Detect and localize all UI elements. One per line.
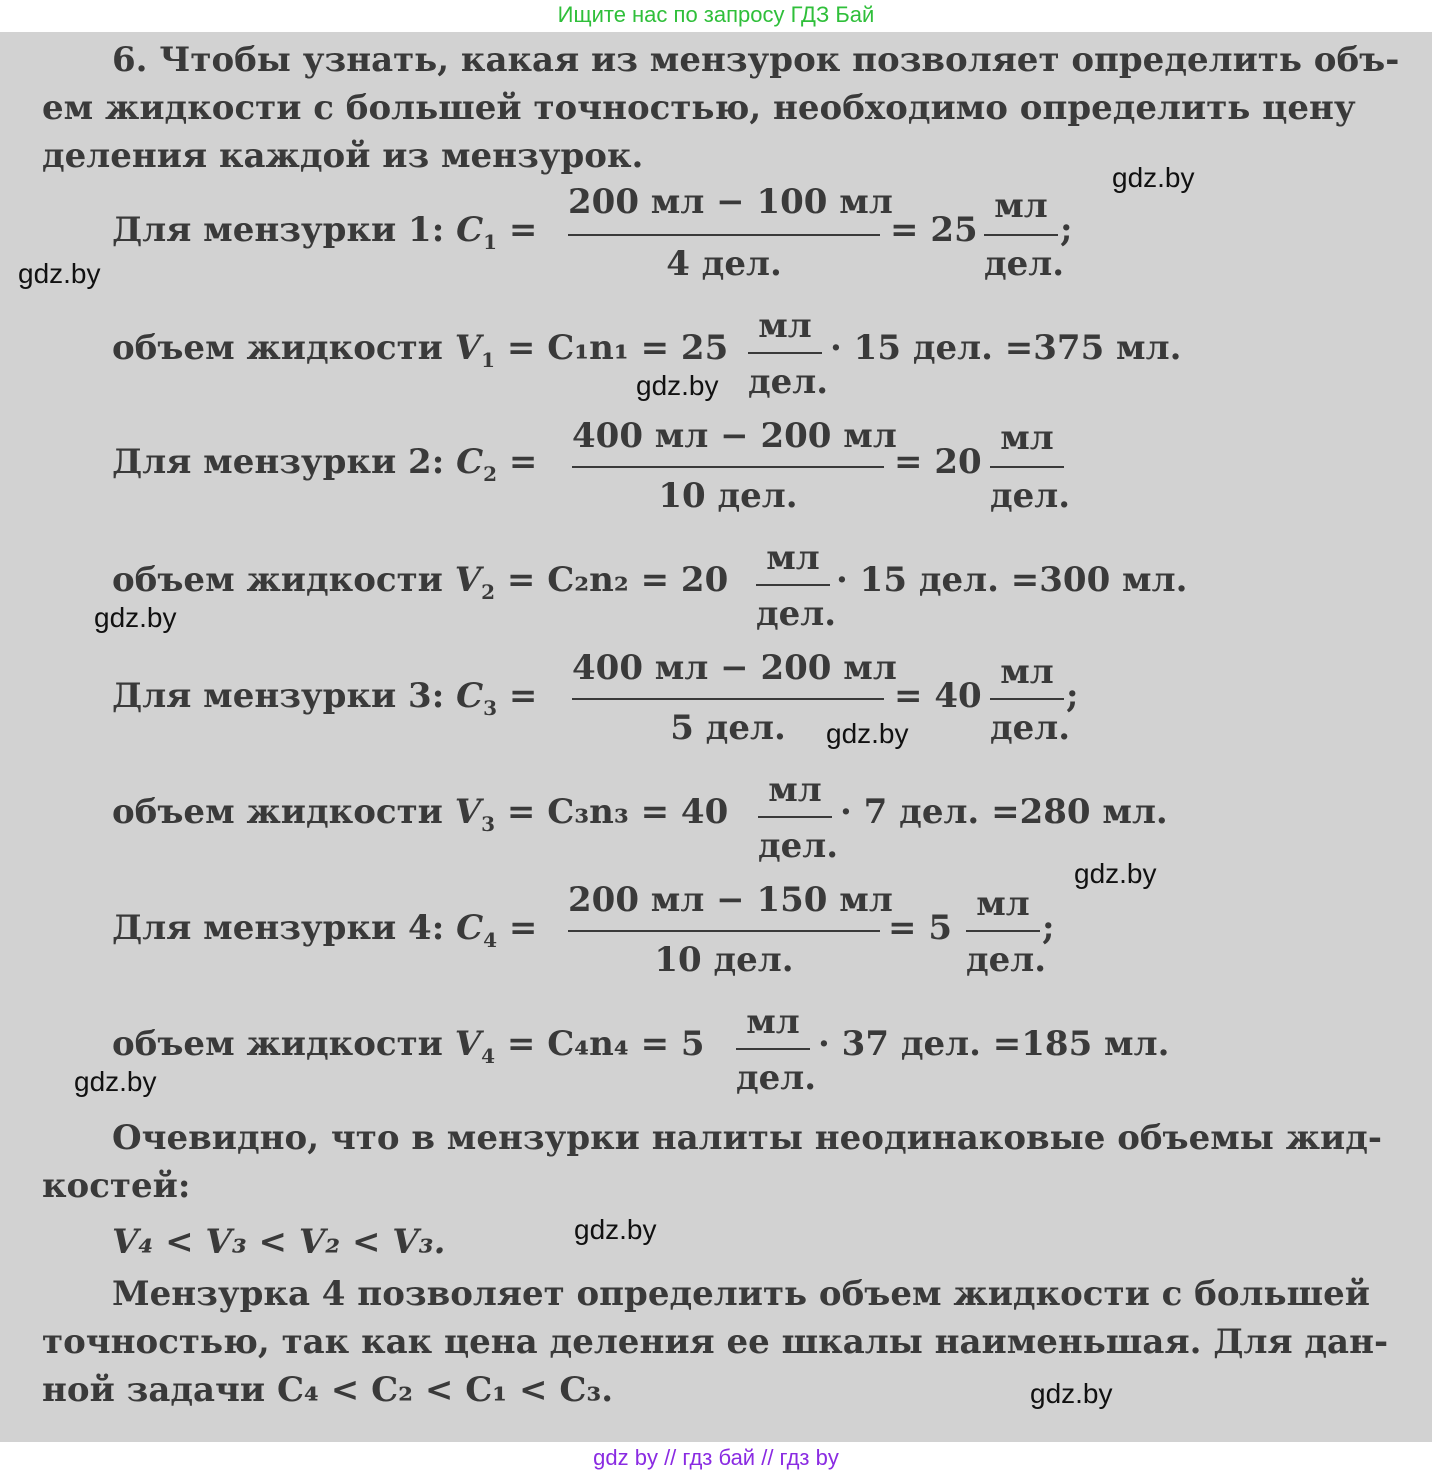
m4-volume: объем жидкости $V_4 = C_4n_4 = 5$ [112, 1024, 705, 1068]
m3-vol-unit-den: дел. [758, 826, 839, 866]
m2-volume: объем жидкости $V_2 = C_2n_2 = 20$ [112, 560, 729, 604]
m2-denominator: 10 дел. [658, 476, 798, 516]
m1-vol-unit-bar [748, 352, 822, 354]
m2-result: = 20 [894, 442, 982, 482]
m3-vol-unit-num: мл [768, 770, 822, 810]
watermark: gdz.by [18, 258, 101, 289]
top-banner[interactable]: Ищите нас по запросу ГДЗ Бай [557, 2, 875, 27]
m1-unit-den: дел. [984, 244, 1065, 284]
intro-line-3: деления каждой из мензурок. [42, 136, 644, 176]
watermark: gdz.by [94, 602, 177, 633]
m3-unit-bar [990, 698, 1064, 700]
m1-label: Для мензурки 1: $C_1$ = [112, 210, 538, 254]
watermark: gdz.by [1074, 858, 1157, 889]
m4-unit-bar [966, 930, 1040, 932]
m1-vol-unit-den: дел. [748, 362, 829, 402]
m4-result: = 5 [888, 908, 952, 948]
m2-label: Для мензурки 2: $C_2$ = [112, 442, 538, 486]
m4-vol-unit-num: мл [746, 1002, 800, 1042]
m3-volume: объем жидкости $V_3 = C_3n_3 = 40$ [112, 792, 729, 836]
m1-fraction-bar [568, 234, 880, 236]
m2-unit-num: мл [1000, 418, 1054, 458]
conclusion-line-3: Мензурка 4 позволяет определить объем жидкости с большей [112, 1274, 1370, 1314]
m1-unit-num: мл [994, 186, 1048, 226]
m3-denominator: 5 дел. [670, 708, 786, 748]
m4-fraction-bar [568, 930, 880, 932]
watermark: gdz.by [826, 718, 909, 749]
watermark: gdz.by [636, 370, 719, 401]
m3-unit-den: дел. [990, 708, 1071, 748]
m1-volume: объем жидкости $V_1 = C_1n_1 = 25$ [112, 328, 729, 372]
intro-line-2: ем жидкости с большей точностью, необходимо определить цену [42, 88, 1356, 128]
conclusion-paragraph-1 [42, 1114, 1402, 1210]
m1-unit-bar [984, 234, 1058, 236]
m3-vol-tail: · 7 дел. =280 мл. [840, 792, 1168, 832]
m3-unit-num: мл [1000, 652, 1054, 692]
m1-tail: ; [1060, 210, 1073, 250]
m2-vol-unit-bar [756, 584, 830, 586]
m3-tail: ; [1066, 676, 1079, 716]
intro-line-1: Чтобы узнать, какая из мензурок позволяет определить объ- [147, 40, 1400, 80]
bottom-banner[interactable]: gdz by // гдз бай // гдз by [593, 1445, 839, 1470]
volume-inequality: V₄ < V₃ < V₂ < V₃. [112, 1222, 446, 1262]
intro-paragraph [42, 36, 1402, 180]
conclusion-line-1: Очевидно, что в мензурки налиты неодинаковые объемы жид- [112, 1118, 1383, 1158]
m2-unit-bar [990, 466, 1064, 468]
m3-numerator: 400 мл − 200 мл [572, 648, 897, 688]
m1-vol-tail: · 15 дел. =375 мл. [830, 328, 1182, 368]
m4-vol-unit-bar [736, 1048, 810, 1050]
m4-vol-unit-den: дел. [736, 1058, 817, 1098]
m4-tail: ; [1042, 908, 1055, 948]
m1-numerator: 200 мл − 100 мл [568, 182, 893, 222]
m1-vol-unit-num: мл [758, 306, 812, 346]
m4-numerator: 200 мл − 150 мл [568, 880, 893, 920]
m2-fraction-bar [572, 466, 884, 468]
m3-fraction-bar [572, 698, 884, 700]
m4-unit-num: мл [976, 884, 1030, 924]
watermark: gdz.by [74, 1066, 157, 1097]
conclusion-line-5: ной задачи C₄ < C₂ < C₁ < C₃. [42, 1370, 614, 1410]
m3-label: Для мензурки 3: $C_3$ = [112, 676, 538, 720]
m2-vol-tail: · 15 дел. =300 мл. [836, 560, 1188, 600]
m4-unit-den: дел. [966, 940, 1047, 980]
conclusion-line-2: костей: [42, 1166, 191, 1206]
m1-denominator: 4 дел. [666, 244, 782, 284]
watermark: gdz.by [1030, 1378, 1113, 1409]
conclusion-paragraph-2 [42, 1270, 1402, 1414]
m4-denominator: 10 дел. [654, 940, 794, 980]
m2-numerator: 400 мл − 200 мл [572, 416, 897, 456]
m3-vol-unit-bar [758, 816, 832, 818]
m4-label: Для мензурки 4: $C_4$ = [112, 908, 538, 952]
task-number: 6. [112, 40, 148, 80]
m2-vol-unit-num: мл [766, 538, 820, 578]
m2-unit-den: дел. [990, 476, 1071, 516]
conclusion-line-4: точностью, так как цена деления ее шкалы наименьшая. Для дан- [42, 1322, 1389, 1362]
m2-vol-unit-den: дел. [756, 594, 837, 634]
watermark: gdz.by [574, 1214, 657, 1245]
m4-vol-tail: · 37 дел. =185 мл. [818, 1024, 1170, 1064]
watermark: gdz.by [1112, 162, 1195, 193]
m1-result: = 25 [890, 210, 978, 250]
m3-result: = 40 [894, 676, 982, 716]
